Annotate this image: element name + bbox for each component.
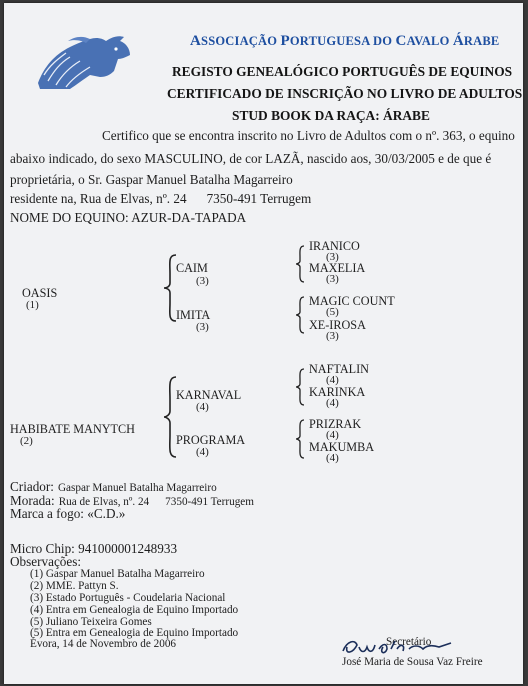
sd-dam-name: XE-IROSA: [309, 318, 366, 332]
dam-dam-name: PROGRAMA: [176, 433, 246, 447]
dam-sire-num: (4): [196, 401, 209, 413]
dd-dam-num: (4): [326, 452, 339, 464]
sire-num: (1): [26, 299, 39, 311]
horse-head-logo: [30, 31, 140, 95]
address-line: Morada: Rua de Elvas, nº. 24 7350-491 Terrugem: [10, 493, 254, 508]
dam-name: HABIBATE MANYTCH: [10, 422, 135, 436]
association-name: ASSOCIAÇÃO PORTUGUESA DO CAVALO ÁRABE: [190, 33, 500, 49]
sd-dam-num: (3): [326, 330, 339, 342]
ds-sire-name: NAFTALIN: [309, 362, 369, 376]
observation-item: (5) Entra em Genealogia de Equino Importado: [30, 627, 239, 639]
dd-sire-num: (4): [326, 429, 339, 441]
heading-registo: REGISTO GENEALÓGICO PORTUGUÊS DE EQUINOS: [172, 64, 513, 79]
brace-icon: [294, 418, 306, 460]
dam-sire-name: KARNAVAL: [176, 388, 242, 402]
brace-icon: [294, 295, 306, 335]
sire-sire-num: (3): [196, 275, 209, 287]
observation-item: (2) MME. Pattyn S.: [30, 580, 119, 592]
observation-item: (5) Juliano Teixeira Gomes: [30, 616, 152, 628]
ss-dam-num: (3): [326, 273, 339, 285]
observation-item: (4) Entra em Genealogia de Equino Importado: [30, 604, 239, 616]
ds-dam-name: KARINKA: [309, 385, 366, 399]
ss-dam-name: MAXELIA: [309, 261, 366, 275]
dd-dam-name: MAKUMBA: [309, 440, 375, 454]
sire-name: OASIS: [22, 286, 58, 300]
secretary-name: José Maria de Sousa Vaz Freire: [342, 656, 483, 668]
observations-title: Observações:: [10, 554, 82, 569]
ds-dam-num: (4): [326, 397, 339, 409]
residence-line: residente na, Rua de Elvas, nº. 24 7350-491 Terrugem: [10, 191, 312, 206]
sire-sire-name: CAIM: [176, 261, 208, 275]
heading-certificado: CERTIFICADO DE INSCRIÇÃO NO LIVRO DE ADULTOS: [167, 86, 523, 101]
sire-dam-name: IMITA: [176, 308, 211, 322]
ss-sire-name: IRANICO: [309, 239, 360, 253]
certificate-page: [4, 3, 523, 684]
observation-item: (1) Gaspar Manuel Batalha Magarreiro: [30, 568, 205, 580]
breeder-line: Criador: Gaspar Manuel Batalha Magarreiro: [10, 479, 217, 494]
sire-dam-num: (3): [196, 321, 209, 333]
brand-line: Marca a fogo: «C.D.»: [10, 506, 126, 521]
cert-line-1: Certifico que se encontra inscrito no Livro de Adultos com o nº. 363, o equino: [102, 128, 515, 143]
brace-icon: [294, 367, 306, 407]
cert-line-3: proprietária, o Sr. Gaspar Manuel Batalha Magarreiro: [10, 172, 293, 187]
dam-num: (2): [20, 435, 33, 447]
sd-sire-num: (5): [326, 306, 339, 318]
dd-sire-name: PRIZRAK: [309, 417, 362, 431]
microchip: Micro Chip: 941000001248933: [10, 541, 178, 556]
cert-line-2: abaixo indicado, do sexo MASCULINO, de cor LAZÃ, nascido aos, 30/03/2005 e de que é: [10, 151, 492, 166]
observation-item: (3) Estado Português - Coudelaria Nacional: [30, 592, 226, 604]
place-date: Évora, 14 de Novembro de 2006: [30, 638, 177, 650]
ds-sire-num: (4): [326, 374, 339, 386]
brace-icon: [294, 244, 306, 284]
heading-stud-book: STUD BOOK DA RAÇA: ÁRABE: [232, 108, 430, 123]
ss-sire-num: (3): [326, 251, 339, 263]
secretary-title: Secretário: [386, 636, 432, 648]
sd-sire-name: MAGIC COUNT: [309, 294, 395, 308]
horse-name: NOME DO EQUINO: AZUR-DA-TAPADA: [10, 210, 247, 225]
dam-dam-num: (4): [196, 446, 209, 458]
